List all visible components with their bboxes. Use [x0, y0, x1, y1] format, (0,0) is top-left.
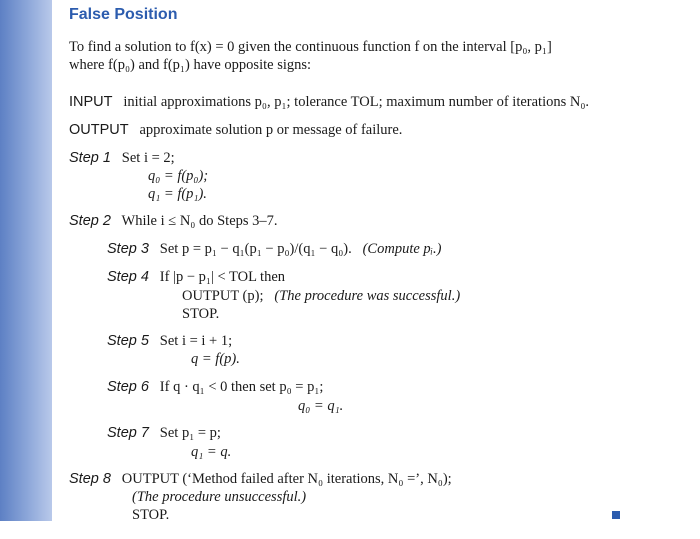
input-row — [69, 93, 589, 111]
step-2-row — [69, 212, 278, 230]
intro-line-2: where f(p₀) and f(p₁) have opposite signs: — [69, 57, 312, 73]
input-label: INPUT — [69, 94, 113, 110]
step-4-row — [107, 268, 285, 286]
output-label: OUTPUT — [69, 122, 129, 138]
intro-line-1: To find a solution to f(x) = 0 given the continuous function f on the interval [p₀, p₁] — [69, 39, 552, 55]
step-4-line-2: OUTPUT (p); — [182, 288, 264, 304]
step-5-row — [107, 332, 232, 350]
step-8-label: Step 8 — [69, 471, 111, 487]
step-8-line-2: (The procedure unsuccessful.) — [132, 489, 307, 505]
step-5-label: Step 5 — [107, 333, 149, 349]
step-3-note: (Compute pᵢ.) — [362, 241, 442, 257]
step-7-row — [107, 424, 221, 442]
step-1-line-2: q₀ = f(p₀); — [148, 168, 209, 184]
step-8-line-1: OUTPUT (‘Method failed after N₀ iterations, N₀ =’, N₀); — [121, 471, 452, 487]
algorithm-title: False Position — [69, 6, 178, 23]
step-5-line-2: q = f(p). — [191, 351, 240, 367]
step-3-row — [107, 240, 441, 258]
step-3-line-1: Set p = p₁ − q₁(p₁ − p₀)/(q₁ − q₀). — [159, 241, 352, 257]
step-2-line-1: While i ≤ N₀ do Steps 3–7. — [121, 213, 278, 229]
step-8-line-3: STOP. — [132, 507, 170, 523]
step-3-label: Step 3 — [107, 241, 149, 257]
step-6-label: Step 6 — [107, 379, 149, 395]
step-8-row — [69, 470, 452, 488]
step-7-label: Step 7 — [107, 425, 149, 441]
step-1-label: Step 1 — [69, 150, 111, 166]
step-6-line-2: q₀ = q₁. — [298, 398, 344, 414]
decorative-sidebar — [0, 0, 52, 521]
step-7-line-1: Set p₁ = p; — [159, 425, 221, 441]
step-7-line-2: q₁ = q. — [191, 444, 232, 460]
end-of-algorithm-marker — [612, 511, 620, 519]
output-text: approximate solution p or message of failure. — [139, 122, 403, 138]
step-1-row — [69, 149, 175, 167]
step-4-note: (The procedure was successful.) — [274, 288, 461, 304]
step-5-line-1: Set i = i + 1; — [159, 333, 233, 349]
step-4-label: Step 4 — [107, 269, 149, 285]
step-4-line-3: STOP. — [182, 306, 220, 322]
input-text: initial approximations p₀, p₁; tolerance TOL; maximum number of iterations N₀. — [123, 94, 590, 110]
step-1-line-3: q₁ = f(p₁). — [148, 186, 207, 202]
step-6-row — [107, 378, 323, 396]
step-2-label: Step 2 — [69, 213, 111, 229]
step-4-line-1: If |p − p₁| < TOL then — [159, 269, 286, 285]
step-6-line-1: If q · q₁ < 0 then set p₀ = p₁; — [159, 379, 324, 395]
step-4-line-2-row — [182, 287, 460, 305]
output-row — [69, 121, 402, 139]
step-1-line-1: Set i = 2; — [121, 150, 175, 166]
